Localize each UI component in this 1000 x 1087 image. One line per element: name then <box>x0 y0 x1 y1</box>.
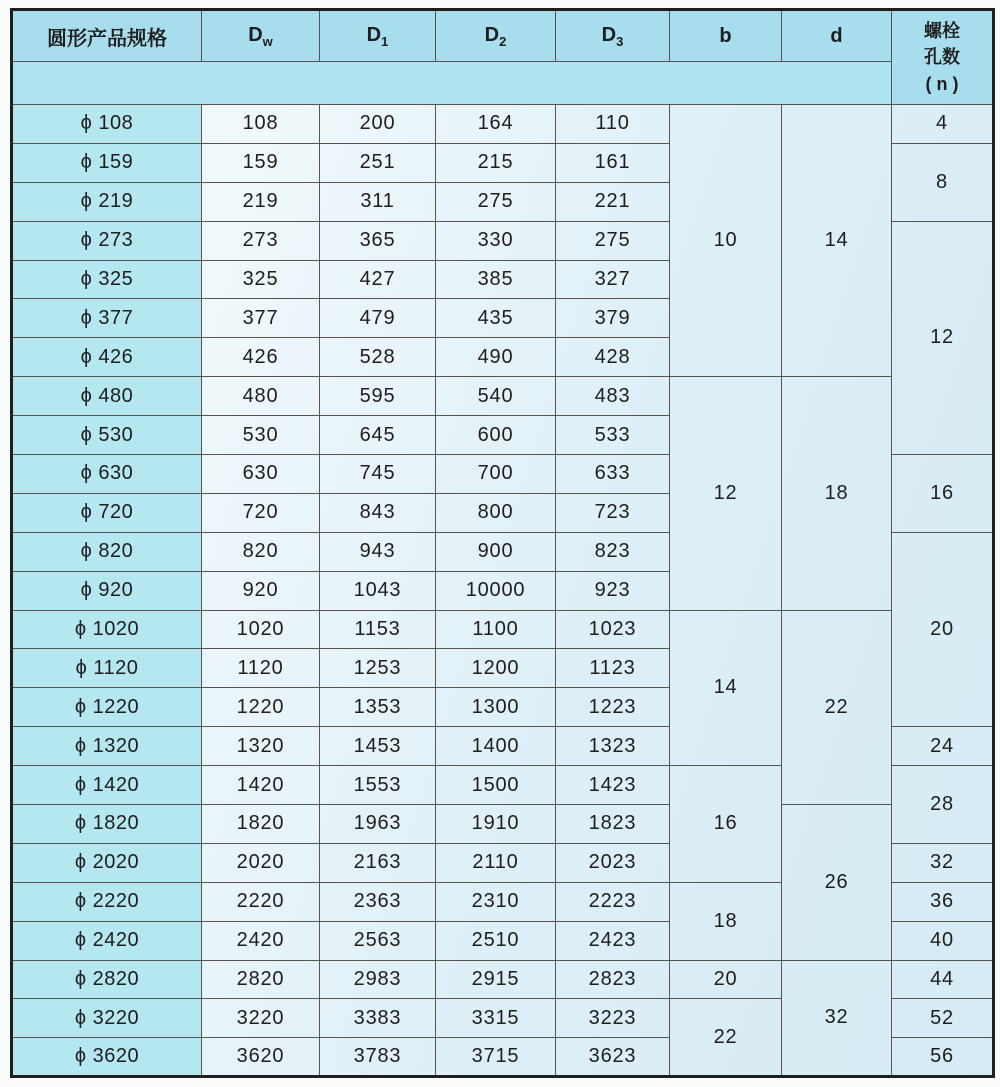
n-group-cell: 52 <box>892 999 994 1038</box>
value-cell: 161 <box>556 143 670 182</box>
value-cell: 3383 <box>320 999 436 1038</box>
value-cell: 3223 <box>556 999 670 1038</box>
value-cell: 2510 <box>436 921 556 960</box>
value-cell: 2983 <box>320 960 436 999</box>
value-cell: 483 <box>556 377 670 416</box>
col-header-spec: 圆形产品规格 <box>12 10 202 62</box>
bolt-holes-line1: 螺栓 <box>924 21 960 42</box>
spec-cell: ϕ 2020 <box>12 843 202 882</box>
value-cell: 2023 <box>556 843 670 882</box>
value-cell: 108 <box>202 105 320 144</box>
b-group-cell: 12 <box>670 377 782 610</box>
value-cell: 3783 <box>320 1038 436 1077</box>
spec-cell: ϕ 1220 <box>12 688 202 727</box>
value-cell: 2110 <box>436 843 556 882</box>
spec-cell: ϕ 720 <box>12 493 202 532</box>
value-cell: 920 <box>202 571 320 610</box>
value-cell: 327 <box>556 260 670 299</box>
d1-base: D <box>366 23 382 46</box>
value-cell: 1200 <box>436 649 556 688</box>
value-cell: 1420 <box>202 766 320 805</box>
d2-sub: 2 <box>499 33 507 49</box>
value-cell: 1353 <box>320 688 436 727</box>
value-cell: 275 <box>556 221 670 260</box>
table-row <box>12 377 994 416</box>
value-cell: 379 <box>556 299 670 338</box>
value-cell: 435 <box>436 299 556 338</box>
spec-cell: ϕ 480 <box>12 377 202 416</box>
value-cell: 2223 <box>556 882 670 921</box>
dw-sub: w <box>262 33 273 49</box>
n-group-cell: 12 <box>892 221 994 454</box>
value-cell: 330 <box>436 221 556 260</box>
spec-cell: ϕ 1820 <box>12 805 202 844</box>
d3-base: D <box>601 23 617 46</box>
bolt-holes-line3: ( n ) <box>925 73 959 94</box>
n-group-cell: 16 <box>892 455 994 533</box>
spec-cell: ϕ 325 <box>12 260 202 299</box>
value-cell: 1553 <box>320 766 436 805</box>
value-cell: 943 <box>320 532 436 571</box>
col-header-d2 <box>436 10 556 62</box>
value-cell: 2823 <box>556 960 670 999</box>
value-cell: 1100 <box>436 610 556 649</box>
value-cell: 3315 <box>436 999 556 1038</box>
value-cell: 2220 <box>202 882 320 921</box>
value-cell: 1320 <box>202 727 320 766</box>
value-cell: 900 <box>436 532 556 571</box>
b-group-cell: 14 <box>670 610 782 766</box>
value-cell: 1220 <box>202 688 320 727</box>
table-body <box>12 105 994 1077</box>
value-cell: 490 <box>436 338 556 377</box>
value-cell: 1963 <box>320 805 436 844</box>
d2-base: D <box>484 23 500 46</box>
spec-cell: ϕ 630 <box>12 455 202 494</box>
product-spec-table <box>10 8 995 1078</box>
n-group-cell: 44 <box>892 960 994 999</box>
value-cell: 530 <box>202 416 320 455</box>
dw-base: D <box>248 23 263 46</box>
value-cell: 428 <box>556 338 670 377</box>
b-group-cell: 18 <box>670 882 782 960</box>
value-cell: 3220 <box>202 999 320 1038</box>
value-cell: 2915 <box>436 960 556 999</box>
value-cell: 1023 <box>556 610 670 649</box>
value-cell: 325 <box>202 260 320 299</box>
value-cell: 1043 <box>320 571 436 610</box>
value-cell: 700 <box>436 455 556 494</box>
n-group-cell: 24 <box>892 727 994 766</box>
table-row <box>12 960 994 999</box>
value-cell: 600 <box>436 416 556 455</box>
d-group-cell: 18 <box>782 377 892 610</box>
value-cell: 1823 <box>556 805 670 844</box>
header-row <box>12 10 994 62</box>
n-group-cell: 32 <box>892 843 994 882</box>
header-band-cell <box>12 62 892 105</box>
value-cell: 1300 <box>436 688 556 727</box>
value-cell: 427 <box>320 260 436 299</box>
value-cell: 2420 <box>202 921 320 960</box>
value-cell: 923 <box>556 571 670 610</box>
value-cell: 215 <box>436 143 556 182</box>
value-cell: 1820 <box>202 805 320 844</box>
value-cell: 1223 <box>556 688 670 727</box>
spec-cell: ϕ 2820 <box>12 960 202 999</box>
value-cell: 1123 <box>556 649 670 688</box>
value-cell: 1500 <box>436 766 556 805</box>
b-group-cell: 10 <box>670 105 782 377</box>
value-cell: 219 <box>202 182 320 221</box>
spec-cell: ϕ 159 <box>12 143 202 182</box>
value-cell: 3623 <box>556 1038 670 1077</box>
value-cell: 645 <box>320 416 436 455</box>
d-group-cell: 14 <box>782 105 892 377</box>
table-header <box>12 10 994 105</box>
d-group-cell: 26 <box>782 805 892 961</box>
value-cell: 221 <box>556 182 670 221</box>
spec-cell: ϕ 530 <box>12 416 202 455</box>
value-cell: 365 <box>320 221 436 260</box>
n-group-cell: 8 <box>892 143 994 221</box>
n-group-cell: 20 <box>892 532 994 726</box>
value-cell: 1020 <box>202 610 320 649</box>
value-cell: 426 <box>202 338 320 377</box>
col-header-d: d <box>782 10 892 62</box>
col-header-b: b <box>670 10 782 62</box>
spec-cell: ϕ 3620 <box>12 1038 202 1077</box>
n-group-cell: 40 <box>892 921 994 960</box>
value-cell: 385 <box>436 260 556 299</box>
value-cell: 159 <box>202 143 320 182</box>
table-row <box>12 805 994 844</box>
value-cell: 1253 <box>320 649 436 688</box>
n-group-cell: 28 <box>892 766 994 844</box>
value-cell: 823 <box>556 532 670 571</box>
value-cell: 633 <box>556 455 670 494</box>
value-cell: 480 <box>202 377 320 416</box>
spec-cell: ϕ 1020 <box>12 610 202 649</box>
value-cell: 2563 <box>320 921 436 960</box>
value-cell: 1910 <box>436 805 556 844</box>
value-cell: 1400 <box>436 727 556 766</box>
value-cell: 630 <box>202 455 320 494</box>
value-cell: 273 <box>202 221 320 260</box>
spec-cell: ϕ 426 <box>12 338 202 377</box>
value-cell: 2363 <box>320 882 436 921</box>
value-cell: 1423 <box>556 766 670 805</box>
value-cell: 311 <box>320 182 436 221</box>
value-cell: 479 <box>320 299 436 338</box>
table-row <box>12 610 994 649</box>
spec-cell: ϕ 820 <box>12 532 202 571</box>
spec-cell: ϕ 1320 <box>12 727 202 766</box>
value-cell: 1453 <box>320 727 436 766</box>
value-cell: 251 <box>320 143 436 182</box>
d3-sub: 3 <box>616 33 624 49</box>
d-group-cell: 22 <box>782 610 892 804</box>
value-cell: 275 <box>436 182 556 221</box>
value-cell: 2820 <box>202 960 320 999</box>
value-cell: 720 <box>202 493 320 532</box>
value-cell: 1323 <box>556 727 670 766</box>
value-cell: 2310 <box>436 882 556 921</box>
value-cell: 2423 <box>556 921 670 960</box>
header-band-row <box>12 62 994 105</box>
value-cell: 528 <box>320 338 436 377</box>
spec-cell: ϕ 273 <box>12 221 202 260</box>
n-group-cell: 4 <box>892 105 994 144</box>
value-cell: 843 <box>320 493 436 532</box>
value-cell: 377 <box>202 299 320 338</box>
value-cell: 1153 <box>320 610 436 649</box>
spec-cell: ϕ 2220 <box>12 882 202 921</box>
d-group-cell: 32 <box>782 960 892 1077</box>
value-cell: 820 <box>202 532 320 571</box>
spec-cell: ϕ 2420 <box>12 921 202 960</box>
value-cell: 110 <box>556 105 670 144</box>
value-cell: 200 <box>320 105 436 144</box>
n-group-cell: 36 <box>892 882 994 921</box>
b-group-cell: 20 <box>670 960 782 999</box>
value-cell: 2020 <box>202 843 320 882</box>
b-group-cell: 22 <box>670 999 782 1077</box>
value-cell: 164 <box>436 105 556 144</box>
value-cell: 800 <box>436 493 556 532</box>
col-header-dw <box>202 10 320 62</box>
spec-cell: ϕ 920 <box>12 571 202 610</box>
col-header-d3 <box>556 10 670 62</box>
spec-cell: ϕ 3220 <box>12 999 202 1038</box>
spec-cell: ϕ 219 <box>12 182 202 221</box>
value-cell: 3620 <box>202 1038 320 1077</box>
table-row <box>12 105 994 144</box>
value-cell: 1120 <box>202 649 320 688</box>
col-header-bolt-holes <box>892 10 994 105</box>
spec-cell: ϕ 1420 <box>12 766 202 805</box>
value-cell: 723 <box>556 493 670 532</box>
spec-cell: ϕ 1120 <box>12 649 202 688</box>
value-cell: 2163 <box>320 843 436 882</box>
spec-cell: ϕ 377 <box>12 299 202 338</box>
value-cell: 533 <box>556 416 670 455</box>
value-cell: 745 <box>320 455 436 494</box>
b-group-cell: 16 <box>670 766 782 883</box>
value-cell: 540 <box>436 377 556 416</box>
value-cell: 3715 <box>436 1038 556 1077</box>
d1-sub: 1 <box>381 33 389 49</box>
n-group-cell: 56 <box>892 1038 994 1077</box>
spec-cell: ϕ 108 <box>12 105 202 144</box>
value-cell: 10000 <box>436 571 556 610</box>
bolt-holes-line2: 孔数 <box>924 47 960 68</box>
col-header-d1 <box>320 10 436 62</box>
value-cell: 595 <box>320 377 436 416</box>
